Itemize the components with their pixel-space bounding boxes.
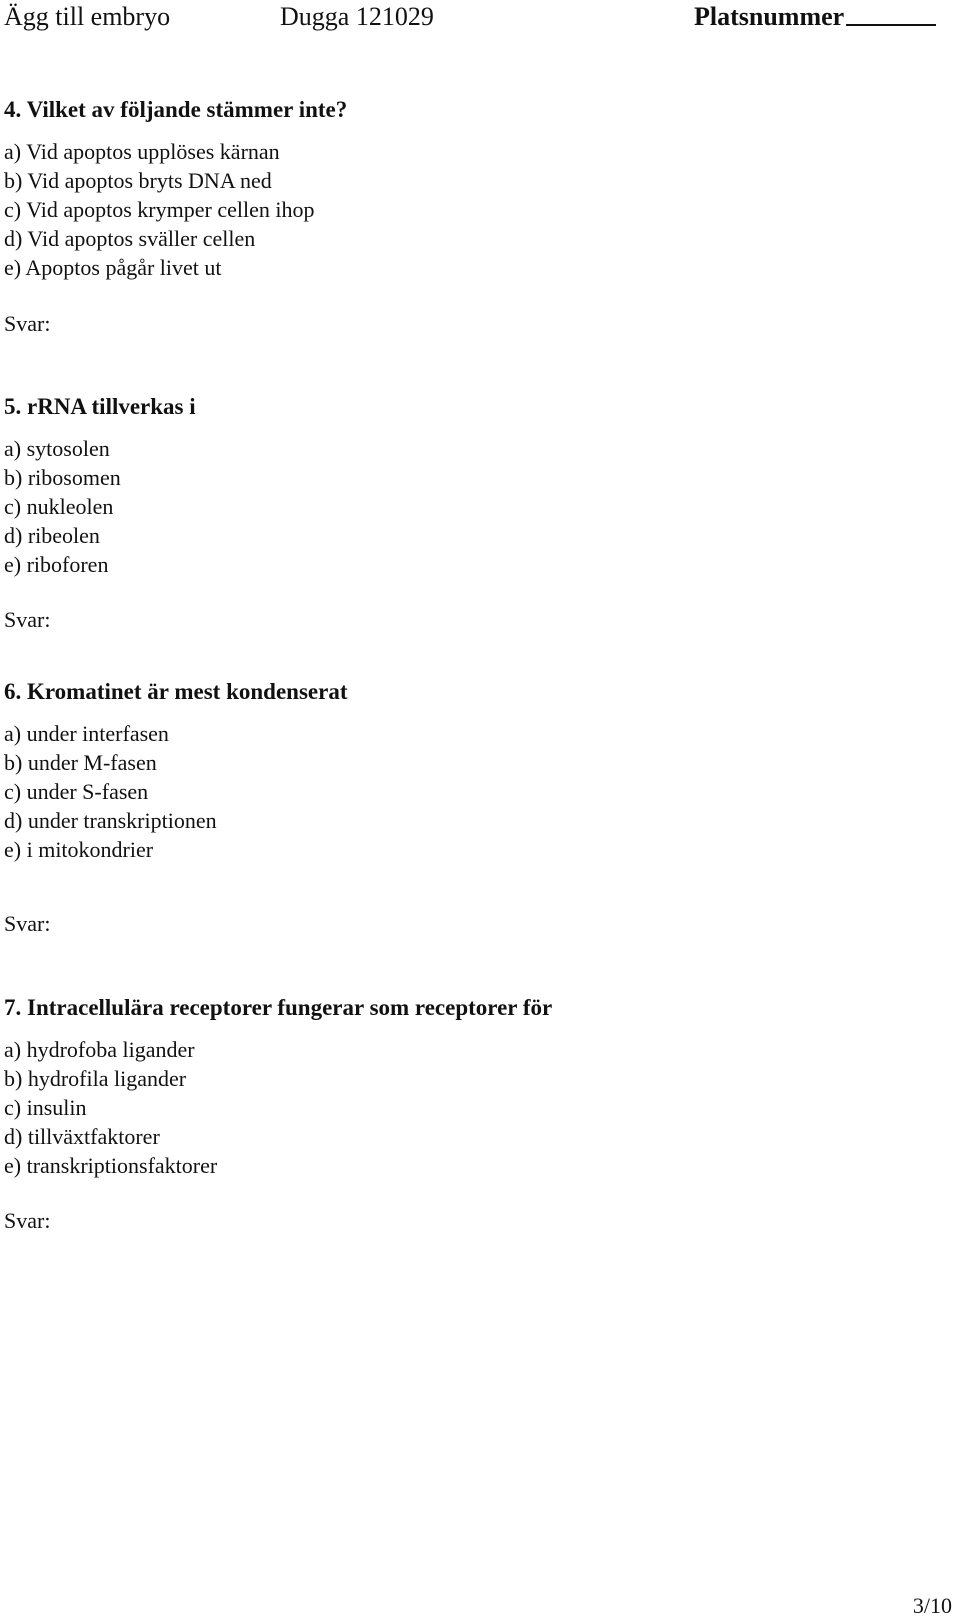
question-title: 6. Kromatinet är mest kondenserat: [4, 679, 348, 704]
option-e: e) transkriptionsfaktorer: [4, 1153, 218, 1178]
option-d: d) under transkriptionen: [4, 808, 217, 833]
option-a: a) Vid apoptos upplöses kärnan: [4, 139, 280, 164]
question-title: 7. Intracellulära receptorer fungerar som receptorer för: [4, 995, 553, 1020]
answer-label-7[interactable]: Svar:: [4, 1208, 51, 1233]
question-options: [4, 434, 944, 579]
question-options: [4, 137, 944, 282]
option-d: d) Vid apoptos sväller cellen: [4, 226, 256, 251]
question-7: [4, 994, 944, 1180]
question-title: 4. Vilket av följande stämmer inte?: [4, 97, 348, 122]
option-e: e) i mitokondrier: [4, 837, 154, 862]
course-title: Ägg till embryo: [4, 2, 171, 31]
answer-label-6[interactable]: Svar:: [4, 911, 51, 936]
option-c: c) under S-fasen: [4, 779, 149, 804]
seat-number-text: Platsnummer: [694, 2, 845, 31]
question-5: [4, 393, 944, 579]
question-title: 5. rRNA tillverkas i: [4, 394, 196, 419]
seat-number-label: [694, 0, 844, 34]
answer-label-5[interactable]: Svar:: [4, 607, 51, 632]
option-b: b) hydrofila ligander: [4, 1066, 187, 1091]
option-b: b) Vid apoptos bryts DNA ned: [4, 168, 272, 193]
seat-number-blank[interactable]: [846, 0, 936, 26]
option-c: c) Vid apoptos krymper cellen ihop: [4, 197, 315, 222]
option-e: e) Apoptos pågår livet ut: [4, 255, 222, 280]
question-options: [4, 719, 944, 864]
page-number: 3/10: [912, 1593, 952, 1618]
question-4: [4, 96, 944, 282]
page-header: [4, 0, 954, 40]
option-a: a) hydrofoba ligander: [4, 1037, 195, 1062]
option-c: c) insulin: [4, 1095, 87, 1120]
option-e: e) riboforen: [4, 552, 109, 577]
answer-label-4[interactable]: Svar:: [4, 311, 51, 336]
option-b: b) ribosomen: [4, 465, 121, 490]
exam-title: Dugga 121029: [280, 2, 434, 31]
option-a: a) under interfasen: [4, 721, 169, 746]
question-options: [4, 1035, 944, 1180]
question-6: [4, 678, 944, 864]
option-a: a) sytosolen: [4, 436, 110, 461]
option-d: d) ribeolen: [4, 523, 100, 548]
option-d: d) tillväxtfaktorer: [4, 1124, 160, 1149]
option-b: b) under M-fasen: [4, 750, 157, 775]
option-c: c) nukleolen: [4, 494, 114, 519]
